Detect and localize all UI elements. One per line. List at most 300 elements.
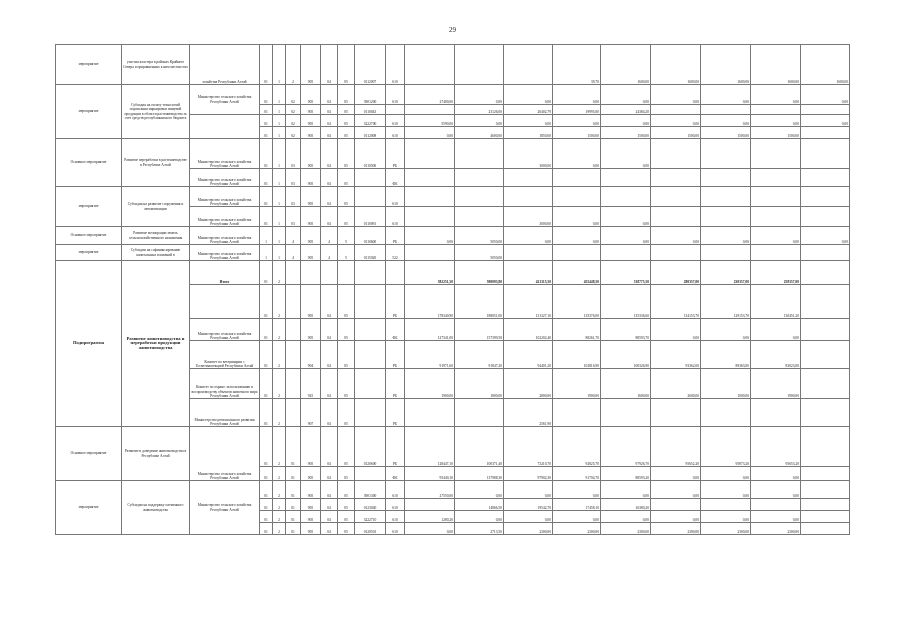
value-cell: 134153,70 (651, 285, 701, 319)
code-cell: 04 (321, 511, 338, 523)
code-cell: 01 (260, 369, 273, 399)
value-cell: 0,00 (553, 85, 601, 105)
value-cell: 1500,00 (751, 127, 801, 139)
value-cell (751, 399, 801, 427)
code-cell: 04 (321, 481, 338, 499)
value-cell (801, 523, 850, 535)
code-cell: 2 (273, 285, 286, 319)
value-cell: 73210,70 (504, 427, 553, 467)
code-cell: 01 (260, 115, 273, 127)
row-type-cell: мероприятие (56, 85, 122, 139)
code-cell (355, 399, 386, 427)
code-cell: 03 (286, 207, 301, 227)
value-cell: 0,00 (701, 85, 751, 105)
value-cell (801, 245, 850, 261)
value-cell (751, 139, 801, 169)
value-cell: 2300,00 (751, 523, 801, 535)
code-cell: 01 (260, 427, 273, 467)
value-cell (405, 245, 455, 261)
code-cell: РБ (386, 399, 405, 427)
code-cell: 610 (386, 481, 405, 499)
value-cell (405, 139, 455, 169)
code-cell: 0112007 (355, 45, 386, 85)
row-name-cell: Субсидии на софинансирование капитальных вложений в (122, 245, 190, 261)
value-cell: 0,00 (701, 467, 751, 481)
value-cell: 23126,00 (455, 105, 504, 115)
code-cell: 01 (286, 427, 301, 467)
code-cell: 1 (273, 105, 286, 115)
row-type-cell: мероприятие (56, 481, 122, 535)
subprogram-label-cell: Подпрограмма (56, 261, 122, 427)
value-cell (801, 467, 850, 481)
code-cell (286, 399, 301, 427)
row-name-cell: Развитие и доведение животноводства в Республике Алтай (122, 427, 190, 481)
code-cell: 610 (386, 85, 405, 105)
code-cell: 0123040 (355, 499, 386, 511)
value-cell: 0,00 (553, 115, 601, 127)
value-cell: 2300,00 (601, 523, 651, 535)
value-cell (601, 245, 651, 261)
value-cell: 0,00 (751, 511, 801, 523)
code-cell: 904 (301, 341, 321, 369)
code-cell: 2 (273, 499, 286, 511)
value-cell: 17458,10 (553, 499, 601, 511)
value-cell (801, 399, 850, 427)
value-cell (701, 399, 751, 427)
value-cell: 157399,50 (455, 319, 504, 341)
value-cell: 0,00 (601, 227, 651, 245)
code-cell: 02 (286, 105, 301, 115)
row-type-cell: Основное мероприятие (56, 139, 122, 187)
value-cell (553, 399, 601, 427)
code-cell: 05 (338, 105, 355, 115)
value-cell: 0,00 (504, 115, 553, 127)
code-cell: 01 (260, 481, 273, 499)
value-cell: 2300,00 (504, 523, 553, 535)
code-cell: 1 (273, 45, 286, 85)
code-cell (286, 319, 301, 341)
value-cell: 0,00 (651, 85, 701, 105)
value-cell (751, 105, 801, 115)
value-cell (553, 187, 601, 207)
code-cell: 2 (273, 399, 286, 427)
row-agency-cell: Министерство сельского хозяйства Республики Алтай (190, 85, 260, 115)
code-cell: 05 (338, 369, 355, 399)
row-name-cell: Субсидия на развитие сооружения и автоматизации (122, 187, 190, 227)
code-cell: 3901200 (355, 85, 386, 105)
page-number: 29 (449, 26, 456, 34)
code-cell: 0110500 (355, 139, 386, 169)
value-cell (801, 169, 850, 187)
value-cell: 0,00 (455, 511, 504, 523)
code-cell: 610 (386, 523, 405, 535)
value-cell (651, 207, 701, 227)
code-cell: 905 (301, 127, 321, 139)
value-cell: 88261,70 (553, 319, 601, 341)
code-cell (355, 261, 386, 285)
value-cell: 20402,79 (504, 105, 553, 115)
code-cell: 05 (338, 139, 355, 169)
value-cell: 0,00 (553, 207, 601, 227)
value-cell (651, 399, 701, 427)
code-cell: 05 (338, 399, 355, 427)
code-cell: 4 (321, 227, 338, 245)
code-cell (355, 319, 386, 341)
value-cell: 0,00 (751, 481, 801, 499)
code-cell: 2 (273, 341, 286, 369)
code-cell: 0110043 (355, 105, 386, 115)
code-cell: 2 (273, 369, 286, 399)
code-cell: 0112008 (355, 127, 386, 139)
code-cell: 03 (286, 169, 301, 187)
code-cell: 01 (260, 187, 273, 207)
row-type-cell: Основное мероприятие (56, 427, 122, 481)
code-cell: 05 (338, 127, 355, 139)
value-cell: 130451,20 (751, 285, 801, 319)
table-row (56, 85, 850, 105)
value-cell (651, 105, 701, 115)
value-cell (405, 105, 455, 115)
code-cell: 610 (386, 499, 405, 511)
code-cell: 04 (321, 127, 338, 139)
code-cell: 905 (301, 285, 321, 319)
value-cell (405, 45, 455, 85)
value-cell: 0,00 (651, 227, 701, 245)
value-cell (751, 499, 801, 511)
value-cell: 92825,70 (553, 427, 601, 467)
code-cell: 04 (321, 207, 338, 227)
value-cell: 91971,60 (405, 341, 455, 369)
table-row (56, 45, 850, 85)
value-cell: 590093,80 (455, 261, 504, 285)
value-cell (601, 399, 651, 427)
code-cell: 1 (260, 245, 273, 261)
value-cell (801, 369, 850, 399)
row-agency-cell: Министерство регионального развития Республики Алтай (190, 399, 260, 427)
value-cell: 0,00 (601, 139, 651, 169)
value-cell: 129153,70 (701, 285, 751, 319)
value-cell (801, 127, 850, 139)
code-cell: 905 (301, 481, 321, 499)
value-cell: 0,00 (751, 227, 801, 245)
code-cell: 1 (273, 85, 286, 105)
code-cell: 2 (273, 481, 286, 499)
value-cell (405, 399, 455, 427)
value-cell (405, 169, 455, 187)
value-cell: 0,00 (801, 85, 850, 105)
value-cell: 0,00 (801, 115, 850, 127)
code-cell (355, 187, 386, 207)
code-cell: 04 (321, 427, 338, 467)
value-cell: 4600,00 (455, 127, 504, 139)
value-cell (405, 207, 455, 227)
value-cell: 1900,00 (405, 369, 455, 399)
value-cell: 1600,00 (801, 45, 850, 85)
row-agency-cell: Министерство сельского хозяйства Республики Алтай (190, 139, 260, 169)
code-cell: 03 (286, 187, 301, 207)
value-cell: 0,00 (553, 227, 601, 245)
code-cell: 905 (301, 511, 321, 523)
value-cell: 0,00 (405, 227, 455, 245)
code-cell: 1 (273, 245, 286, 261)
code-cell: 1 (273, 187, 286, 207)
row-agency-cell: хозяйства Республики Алтай (190, 45, 260, 85)
row-name-cell: участия кластера в районах Крайнего Севера и приравненных к ним местностях (122, 45, 190, 85)
value-cell: 19542,70 (504, 499, 553, 511)
table-row (56, 427, 850, 467)
code-cell: 905 (301, 115, 321, 127)
code-cell: 522 (386, 245, 405, 261)
value-cell: 258357,00 (751, 261, 801, 285)
value-cell (801, 427, 850, 467)
code-cell: 610 (386, 187, 405, 207)
value-cell: 1800,00 (455, 369, 504, 399)
value-cell: 2713,50 (455, 523, 504, 535)
code-cell (286, 285, 301, 319)
value-cell (701, 499, 751, 511)
code-cell: 05 (338, 85, 355, 105)
code-cell: 04 (321, 169, 338, 187)
value-cell: 14866,50 (455, 499, 504, 511)
code-cell: ФБ (386, 169, 405, 187)
row-agency-cell: Министерство сельского хозяйства Республики Алтай (190, 319, 260, 341)
code-cell: 610 (386, 127, 405, 139)
value-cell: 3000,00 (504, 139, 553, 169)
value-cell (751, 207, 801, 227)
value-cell: 2600,00 (651, 369, 701, 399)
value-cell: 2561,90 (504, 399, 553, 427)
value-cell: 0,00 (701, 319, 751, 341)
code-cell: 1 (273, 115, 286, 127)
code-cell: 1 (260, 227, 273, 245)
value-cell (801, 319, 850, 341)
value-cell (553, 245, 601, 261)
code-cell (355, 467, 386, 481)
value-cell: 0,00 (455, 85, 504, 105)
value-cell: 24384,20 (601, 105, 651, 115)
value-cell: 1900,00 (553, 369, 601, 399)
code-cell: 01 (260, 511, 273, 523)
code-cell (355, 369, 386, 399)
code-cell: 05 (338, 467, 355, 481)
code-cell: 905 (301, 227, 321, 245)
code-cell (286, 341, 301, 369)
code-cell: РБ (386, 427, 405, 467)
value-cell (801, 105, 850, 115)
code-cell: 04 (321, 319, 338, 341)
value-cell: 0,00 (651, 511, 701, 523)
value-cell: 1500,00 (701, 127, 751, 139)
value-cell: 0,00 (504, 227, 553, 245)
value-cell: 0,00 (601, 207, 651, 227)
code-cell: 905 (301, 85, 321, 105)
code-cell: 905 (301, 187, 321, 207)
value-cell: 94401,20 (504, 341, 553, 369)
code-cell: 2 (273, 427, 286, 467)
value-cell (455, 139, 504, 169)
value-cell: 88593,20 (601, 467, 651, 481)
code-cell: 04 (321, 85, 338, 105)
value-cell: 0,00 (701, 115, 751, 127)
code-cell: 01 (260, 399, 273, 427)
value-cell: 230357,00 (701, 261, 751, 285)
code-cell: РБ (386, 341, 405, 369)
value-cell: 0,00 (601, 481, 651, 499)
code-cell: 01 (260, 341, 273, 369)
code-cell: 02 (286, 127, 301, 139)
value-cell: 518775,50 (601, 261, 651, 285)
value-cell: 1600,00 (601, 369, 651, 399)
code-cell: 04 (321, 467, 338, 481)
value-cell: 421315,50 (504, 261, 553, 285)
value-cell: 0,00 (504, 481, 553, 499)
value-cell (751, 245, 801, 261)
value-cell: 0,00 (701, 511, 751, 523)
value-cell: 16380,20 (601, 499, 651, 511)
code-cell (286, 369, 301, 399)
code-cell: 907 (301, 399, 321, 427)
value-cell: 131327,10 (504, 285, 553, 319)
value-cell (455, 169, 504, 187)
value-cell: 0,00 (553, 481, 601, 499)
code-cell: 0110600 (355, 227, 386, 245)
code-cell: 905 (301, 207, 321, 227)
value-cell: 95652,20 (651, 427, 701, 467)
code-cell: РБ (386, 285, 405, 319)
code-cell: 05 (338, 169, 355, 187)
value-cell: 97902,30 (504, 467, 553, 481)
value-cell: 137988,30 (455, 467, 504, 481)
value-cell: 91847,20 (455, 341, 504, 369)
code-cell: 610 (386, 511, 405, 523)
code-cell: ФБ (386, 319, 405, 341)
value-cell: 1500,00 (651, 127, 701, 139)
code-cell: 2 (286, 45, 301, 85)
value-cell: 0,00 (651, 481, 701, 499)
value-cell: 27400,00 (405, 85, 455, 105)
table-row (56, 187, 850, 207)
code-cell: 4 (321, 245, 338, 261)
code-cell: 01 (260, 285, 273, 319)
code-cell: 01 (260, 261, 273, 285)
code-cell: 01 (260, 85, 273, 105)
value-cell (455, 207, 504, 227)
code-cell: 4 (286, 227, 301, 245)
value-cell (455, 399, 504, 427)
code-cell: 05 (338, 187, 355, 207)
row-type-cell: Основное мероприятие (56, 227, 122, 245)
table-row (56, 245, 850, 261)
value-cell (405, 187, 455, 207)
code-cell: 04 (321, 285, 338, 319)
value-cell: 0,00 (504, 511, 553, 523)
budget-table (55, 44, 850, 535)
value-cell: 102202,40 (504, 319, 553, 341)
value-cell: 95873,20 (701, 427, 751, 467)
code-cell: 04 (321, 499, 338, 511)
value-cell: 1600,00 (701, 45, 751, 85)
table-row (56, 481, 850, 499)
value-cell: 97926,70 (601, 427, 651, 467)
value-cell (504, 187, 553, 207)
code-cell: 2 (273, 467, 286, 481)
value-cell: 0,00 (504, 85, 553, 105)
value-cell (701, 105, 751, 115)
code-cell: 05 (338, 427, 355, 467)
value-cell: 178340,90 (405, 285, 455, 319)
value-cell (455, 187, 504, 207)
value-cell: 135336,60 (601, 285, 651, 319)
value-cell: 1600,00 (751, 45, 801, 85)
code-cell: 1 (273, 139, 286, 169)
value-cell: 95440,10 (405, 467, 455, 481)
row-name-cell: Субсидия на оплату технологий подписания маркировки пищевой продукции в области растениеводства за счет средств республиканского бюджета (122, 85, 190, 139)
row-agency-cell: Министерство сельского хозяйства Республики Алтай (190, 481, 260, 535)
value-cell: 19995,00 (553, 105, 601, 115)
code-cell: 05 (338, 523, 355, 535)
row-agency-cell: Министерство сельского хозяйства Республики Алтай (190, 227, 260, 245)
code-cell: РБ (386, 139, 405, 169)
code-cell (355, 341, 386, 369)
code-cell: 3222710 (355, 511, 386, 523)
value-cell: 27550,00 (405, 481, 455, 499)
code-cell: 905 (301, 427, 321, 467)
value-cell: 0,00 (405, 127, 455, 139)
value-cell: 0,00 (601, 85, 651, 105)
value-cell: 83023,00 (751, 341, 801, 369)
value-cell: 5050,00 (455, 245, 504, 261)
value-cell: 128447,10 (405, 427, 455, 467)
code-cell (355, 285, 386, 319)
code-cell: 03 (286, 139, 301, 169)
value-cell: 1000,00 (701, 369, 751, 399)
code-cell: 0120501 (355, 523, 386, 535)
value-cell: 582251,50 (405, 261, 455, 285)
value-cell: 93362,00 (651, 341, 701, 369)
code-cell: 04 (321, 187, 338, 207)
code-cell: 04 (321, 369, 338, 399)
row-agency-cell: Комитет по охране, использованию и воспроизводству объектов животного мира Республики Алтай (190, 369, 260, 399)
value-cell: 2300,00 (553, 523, 601, 535)
value-cell (701, 169, 751, 187)
code-cell: 05 (338, 285, 355, 319)
code-cell: 01 (260, 127, 273, 139)
row-name-cell: Развитие мелиорации земель сельскохозяйственного назначения (122, 227, 190, 245)
value-cell (651, 139, 701, 169)
code-cell: 05 (338, 511, 355, 523)
table-row (56, 139, 850, 169)
table-row (56, 261, 850, 285)
code-cell: 02 (286, 85, 301, 105)
code-cell: ФБ (386, 467, 405, 481)
code-cell: 2 (273, 523, 286, 535)
code-cell: 905 (301, 499, 321, 511)
value-cell (801, 341, 850, 369)
code-cell: 04 (321, 105, 338, 115)
code-cell: 05 (338, 45, 355, 85)
code-cell: 04 (321, 399, 338, 427)
code-cell: 04 (321, 45, 338, 85)
value-cell (504, 45, 553, 85)
value-cell: 89363,00 (701, 341, 751, 369)
code-cell: 05 (338, 499, 355, 511)
value-cell (801, 285, 850, 319)
value-cell (504, 169, 553, 187)
value-cell (801, 187, 850, 207)
row-agency-cell (190, 285, 260, 319)
code-cell (355, 169, 386, 187)
code-cell: 01 (260, 105, 273, 115)
